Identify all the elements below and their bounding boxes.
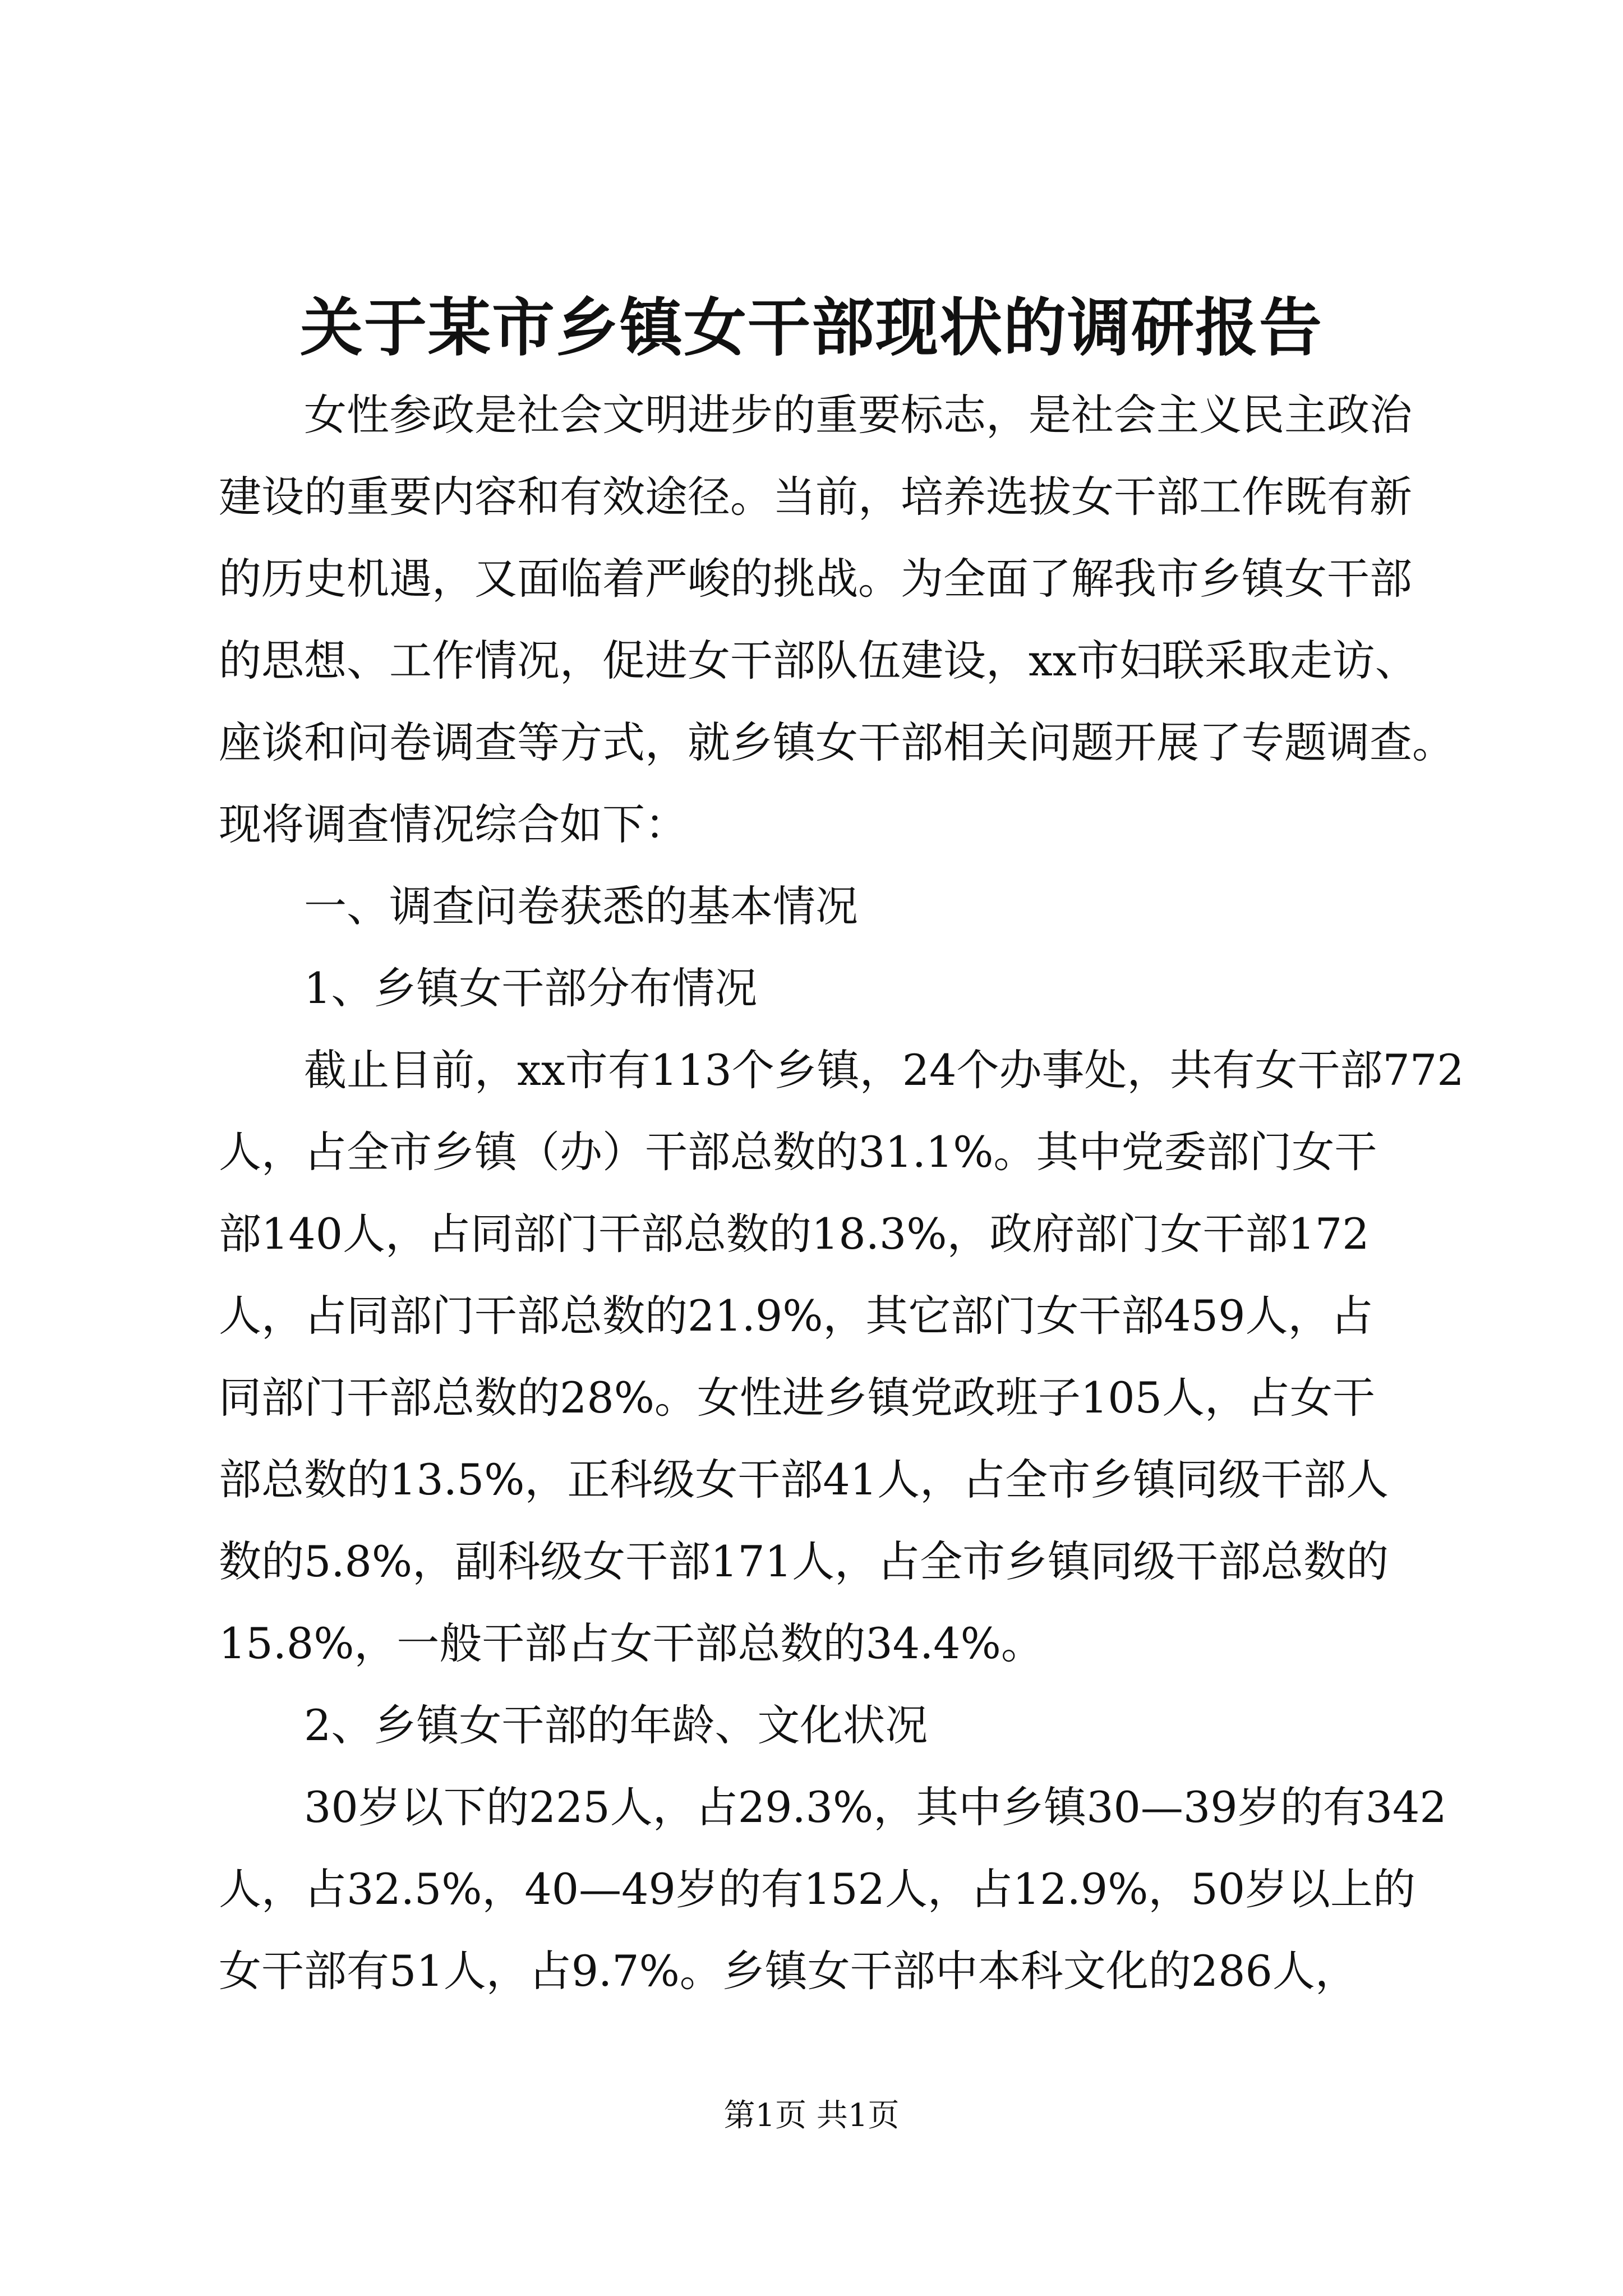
- paragraph-line: 部总数的13.5%，正科级女干部41人，占全市乡镇同级干部人: [219, 1455, 1389, 1504]
- paragraph-line: 的思想、工作情况，促进女干部队伍建设，xx市妇联采取走访、: [219, 636, 1418, 685]
- subsection-heading: 2、乡镇女干部的年龄、文化状况: [304, 1700, 928, 1750]
- paragraph-line: 人，占全市乡镇（办）干部总数的31.1%。其中党委部门女干: [219, 1127, 1377, 1177]
- paragraph-line: 30岁以下的225人，占29.3%，其中乡镇30—39岁的有342: [304, 1782, 1447, 1832]
- paragraph-line: 座谈和问卷调查等方式，就乡镇女干部相关问题开展了专题调查。: [219, 717, 1455, 767]
- document-title: 关于某市乡镇女干部现状的调研报告: [300, 291, 1323, 365]
- paragraph-line: 数的5.8%，副科级女干部171人，占全市乡镇同级干部总数的: [219, 1536, 1389, 1586]
- section-heading: 一、调查问卷获悉的基本情况: [304, 881, 858, 931]
- paragraph-line: 女性参政是社会文明进步的重要标志，是社会主义民主政治: [304, 390, 1412, 440]
- paragraph-line: 人，占同部门干部总数的21.9%，其它部门女干部459人，占: [219, 1291, 1373, 1341]
- paragraph-line: 部140人，占同部门干部总数的18.3%，政府部门女干部172: [219, 1209, 1370, 1259]
- subsection-heading: 1、乡镇女干部分布情况: [304, 963, 758, 1013]
- paragraph-line: 15.8%，一般干部占女干部总数的34.4%。: [219, 1618, 1044, 1668]
- page-number: 第1页 共1页: [723, 2097, 900, 2134]
- paragraph-line: 截止目前，xx市有113个乡镇，24个办事处，共有女干部772: [304, 1045, 1464, 1095]
- paragraph-line: 现将调查情况综合如下：: [219, 799, 688, 849]
- paragraph-line: 同部门干部总数的28%。女性进乡镇党政班子105人，占女干: [219, 1373, 1375, 1423]
- paragraph-line: 建设的重要内容和有效途径。当前，培养选拔女干部工作既有新: [219, 472, 1412, 522]
- paragraph-line: 女干部有51人，占9.7%。乡镇女干部中本科文化的286人，: [219, 1946, 1358, 1996]
- paragraph-line: 的历史机遇，又面临着严峻的挑战。为全面了解我市乡镇女干部: [219, 554, 1412, 604]
- paragraph-line: 人，占32.5%，40—49岁的有152人，占12.9%，50岁以上的: [219, 1864, 1416, 1914]
